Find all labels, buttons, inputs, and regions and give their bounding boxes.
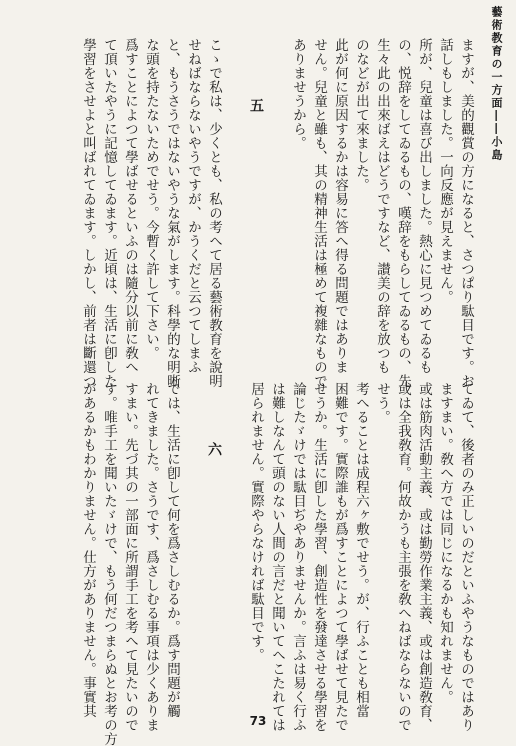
text-line (266, 38, 287, 313)
text-line: のなどが出て來ました。 (353, 38, 369, 192)
text-line: ますまい。敎へ方では同じになるかも知れません。 (437, 382, 453, 704)
text-line: てゐて、後者のみ正しいのだといふやうなものではあり (458, 382, 474, 732)
section-divider (20, 360, 496, 361)
page-number: 73 (249, 714, 267, 728)
text-line: て頂いたやうに記憶してゐます。近頃は、生活に卽した (101, 38, 117, 388)
section-heading: 六 (206, 442, 222, 457)
text-line: せうか。生活に卽した學習、創造性を發達させる學習を (311, 382, 327, 732)
text-line: と、もうさうではないやうな氣がします。科學的な明晰 (164, 38, 180, 388)
text-line: せん。兒童と雖も、其の精神生活は極めて複雜なもので (311, 38, 327, 388)
text-line: 話しもしました。一向反應が見えません。 (437, 38, 453, 304)
running-header: 藝術教育の一方面――小島 (490, 6, 503, 162)
text-line: 此が何に原因するかは容易に答へ得る問題ではありま (332, 38, 348, 374)
text-line: すまい。先づ其の一部面に所謂手工を考へて見たいので (122, 382, 138, 732)
text-line: な頭を持たないためでせう。今暫く許して下さい。 (143, 38, 159, 360)
section-heading: 五 (248, 98, 264, 113)
text-line (224, 382, 245, 672)
text-line: 居られません。實際やらなければ駄目です。 (248, 382, 264, 662)
text-line: 或は筋肉活動主義、或は勤勞作業主義、或は創造敎育、 (416, 382, 432, 732)
text-line: せう。 (374, 382, 390, 424)
text-line: 學習をさせよと叫ばれてゐます。しかし、前者は斷還つ (80, 38, 96, 388)
text-line: す。唯手工を聞いたゞけで、もう何だつまらぬとお考の方 (101, 382, 117, 746)
text-line: は難しなんて頭のない人間の言だと聞いてへこたれては (269, 382, 285, 732)
text-line: では、生活に卽して何を爲さしむるか。爲す問題が觸 (164, 382, 180, 718)
text-line (224, 38, 245, 313)
text-line: があるかもわかりません。仕方がありません。事實其 (80, 382, 96, 718)
text-line: 考へることは成程六ヶ敷でせう。が、行ふことも相當 (353, 382, 369, 718)
text-line: せねばならないやうですが、かうくだと云つてしまふ (185, 38, 201, 374)
text-line: 論じたゞけでは駄目ぢやありませんか。言ふは易く行ふ (290, 382, 306, 732)
text-line: 或は全我敎育。何故かうも主張を敎へねばならないので (395, 382, 411, 732)
text-line: れてきました。さうです、爲さしむる事項は少くありま (143, 382, 159, 732)
text-line: ありませうから。 (290, 38, 306, 150)
text-line: ますが、美的觀賞の方になると、さつぱり駄目です。お (458, 38, 474, 388)
text-line: 困難です。實際誰もが爲すことによつて學ばせて見たで (332, 382, 348, 732)
text-line: 生々此の出來ばえはどうですなど、讃美の辞を放つも (374, 38, 390, 374)
text-line: こゝで私は、少くとも、私の考へて居る藝術教育を說明 (206, 38, 222, 388)
text-line (182, 382, 203, 672)
text-line: の、悦辞をしてゐるもの、嘆辞をもらしてゐるもの、先 (395, 38, 411, 388)
text-line: 所が、兒童は喜び出しました。熱心に見つめてゐるも (416, 38, 432, 374)
upper-text-block (77, 38, 476, 388)
text-line: 爲すことによつて學ばせるといふのは隨分以前に敎へ (122, 38, 138, 374)
